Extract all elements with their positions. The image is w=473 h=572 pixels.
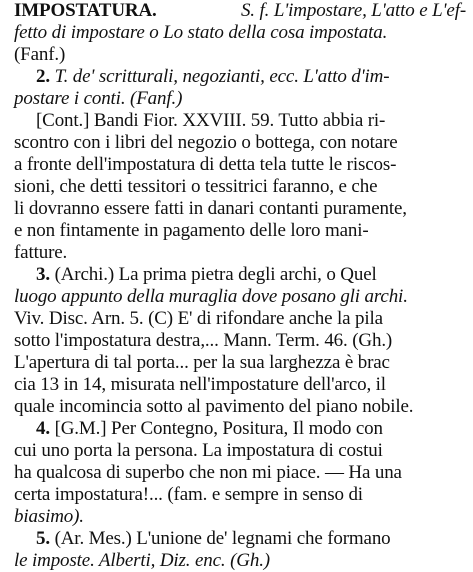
sense-3-line-3: Viv. Disc. Arn. 5. (C) E' di rifondare anche la pila bbox=[14, 308, 383, 329]
citation-line-1: [Cont.] Bandi Fior. XXVIII. 59. Tutto abbia ri- bbox=[36, 110, 386, 131]
citation-line-5: li dovranno essere fatti in danari contanti puramente, bbox=[14, 198, 407, 219]
sense-4-line-2: cui uno porta la persona. La impostatura di costui bbox=[14, 440, 383, 461]
definition-text: S. f. L'impostare, L'atto e L'ef- bbox=[240, 0, 466, 21]
sense-3-line-2: luogo appunto della muraglia dove posano gli archi. bbox=[14, 286, 408, 307]
sense-number: 3. bbox=[36, 264, 50, 285]
citation-line-7: fatture. bbox=[14, 242, 68, 263]
sense-2-line-2: postare i conti. (Fanf.) bbox=[14, 88, 183, 109]
sense-number: 5. bbox=[36, 528, 50, 549]
sense-4-line-5: biasimo). bbox=[14, 506, 84, 527]
sense-text: (Archi.) La prima pietra degli archi, o Quel bbox=[54, 264, 377, 285]
citation-line-2: scontro con i libri del negozio o bottega, con notare bbox=[14, 132, 398, 153]
citation-line-3: a fronte dell'impostatura di detta tela tutte le riscos- bbox=[14, 154, 397, 175]
sense-4-line-1 bbox=[14, 418, 466, 440]
sense-4-line-3: ha qualcosa di superbo che non mi piace. — Ha una bbox=[14, 462, 402, 483]
sense-text: [G.M.] Per Contegno, Positura, Il modo con bbox=[54, 418, 383, 439]
dictionary-entry bbox=[14, 0, 466, 572]
sense-4-line-4: certa impostatura!... (fam. e sempre in senso di bbox=[14, 484, 363, 505]
sense-text: T. de' scritturali, negozianti, ecc. L'atto d'im- bbox=[54, 66, 390, 87]
citation-line-6: e non fintamente in pagamento delle loro mani- bbox=[14, 220, 369, 241]
sense-text: (Ar. Mes.) L'unione de' legnami che formano bbox=[54, 528, 391, 549]
sense-3-line-7: quale incomincia sotto al pavimento del piano nobile. bbox=[14, 396, 414, 417]
sense-3-line-6: cia 13 in 14, misurata nell'impostature dell'arco, il bbox=[14, 374, 386, 395]
sense-2-line-1 bbox=[14, 66, 466, 88]
sense-number: 2. bbox=[36, 66, 50, 87]
entry-line-2: fetto di impostare o Lo stato della cosa impostata. bbox=[14, 22, 388, 43]
entry-line-3: (Fanf.) bbox=[14, 44, 66, 65]
sense-number: 4. bbox=[36, 418, 50, 439]
citation-line-4: sioni, che detti tessitori o tessitrici faranno, e che bbox=[14, 176, 378, 197]
sense-3-line-4: sotto l'impostatura destra,... Mann. Term. 46. (Gh.) bbox=[14, 330, 393, 351]
sense-5-line-2: le imposte. Alberti, Diz. enc. (Gh.) bbox=[14, 550, 270, 571]
sense-3-line-1 bbox=[14, 264, 466, 286]
entry-line-1 bbox=[14, 0, 466, 22]
sense-5-line-1 bbox=[14, 528, 466, 550]
headword: IMPOSTATURA. bbox=[14, 0, 157, 21]
sense-3-line-5: L'apertura di tal porta... per la sua larghezza è brac bbox=[14, 352, 390, 373]
